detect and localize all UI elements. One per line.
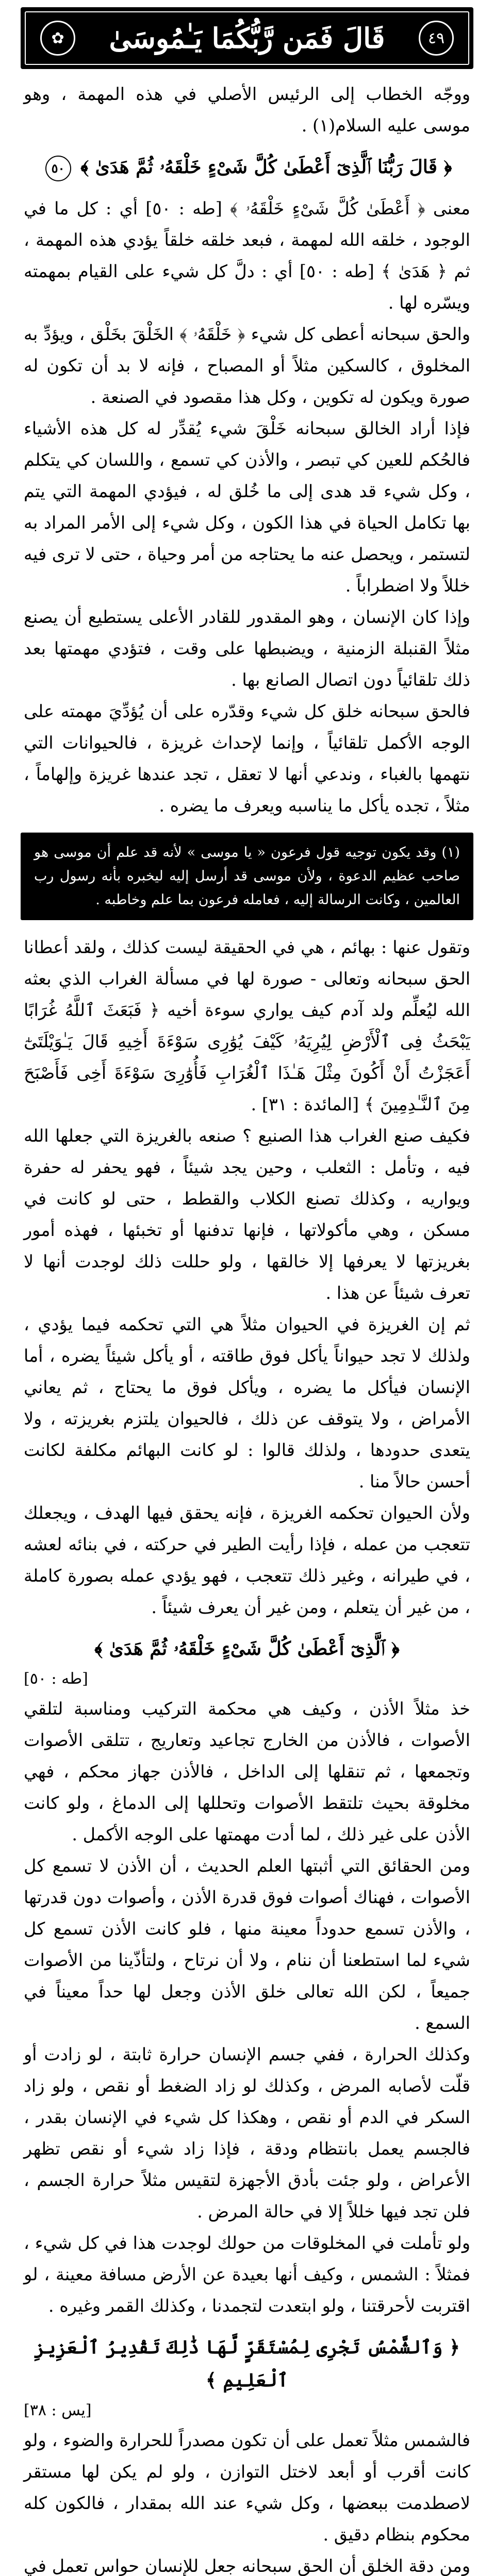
paragraph: معنى ﴿ أَعْطَىٰ كُلَّ شَىْءٍ خَلْقَهُۥ ﴾ [طه : ٥٠] أي : كل ما في الوجود ، خلقه الله لمهمة ، فبعد خلقه خلقاً يؤدي هذه المهمة ، ثم ﴿ هَدَىٰ ﴾ [طه : ٥٠] أي : دلَّ كل شيء على القيام بمهمته ويسّره لها .: [24, 198, 470, 313]
verse-reference: [طه : ٥٠]: [24, 1670, 88, 1688]
quran-verse: [21, 150, 473, 183]
paragraph: وإذا كان الإنسان ، وهو المقدور للقادر الأعلى يستطيع أن يصنع مثلاً القنبلة الزمنية ، ويضبطها على وقت ، فتؤدي مهمتها بعد ذلك تلقائياً دون اتصال الصانع بها .: [24, 607, 470, 690]
header-verse-title: قَالَ فَمَن رَّبُّكُمَا يَـٰمُوسَىٰ: [109, 22, 385, 55]
ayah-number: ٥٠: [45, 156, 71, 181]
ayah-number-ornament-right: ٤٩: [419, 21, 454, 56]
paragraph: والحق سبحانه أعطى كل شيء ﴿ خَلْقَهُۥ ﴾ الخَلْقَ بخَلْق ، ويؤدِّ به المخلوق ، كالسكين مثلاً أو المصباح ، فإنه لا بد أن تكون له صورة ويكون له تكوين ، وكل هذا مقصود في الصنعة .: [24, 324, 470, 407]
chapter-header-banner: [21, 7, 473, 69]
paragraph: وكذلك الحرارة ، ففي جسم الإنسان حرارة ثابتة ، لو زادت أو قلّت لأصابه المرض ، وكذلك لو زاد الضغط أو نقص ، ولو زاد السكر في الدم أو نقص ، وهكذا كل شيء في الإنسان بقدر ، فالجسم يعمل بانتظام ودقة ، فإذا زاد شيء أو نقص تظهر الأعراض ، ولو جئت بأدق الأجهزة لتقيس مثلاً حرارة الجسم ، فلن تجد فيها خللاً إلا في حالة المرض .: [24, 2044, 470, 2222]
paragraph: فإذا أراد الخالق سبحانه خَلْقَ شيء يُقدِّر له كل هذه الأشياء فالحُكم للعين كي تبصر ، والأذن كي تسمع ، واللسان كي يتكلم ، وكل شيء قد هدى إلى ما خُلق له ، فيؤدي المهمة التي يتم بها تكامل الحياة في هذا الكون ، وكل شيء إلى الأمر المراد به لتستمر ، ويحصل عنه ما يحتاجه من أمر وحياة ، حتى لا ترى فيه خللاً ولا اضطراباً .: [24, 418, 470, 596]
footnote-box: (١) وقد يكون توجيه قول فرعون « يا موسى » لأنه قد علم أن موسى هو صاحب عظيم الدعوة ، ولأن موسى قد أرسل إليه ليخبره بأنه رسول رب العالمين ، وكانت الرسالة إليه ، فعامله فرعون بما علم وخاطبه .: [21, 833, 473, 920]
quran-verse: ﴿ ٱلَّذِىٓ أَعْطَىٰ كُلَّ شَىْءٍ خَلْقَهُۥ ثُمَّ هَدَىٰ ﴾: [94, 1638, 400, 1659]
verse-text: ﴿ قَالَ رَبُّنَا ٱلَّذِىٓ أَعْطَىٰ كُلَّ شَىْءٍ خَلْقَهُۥ ثُمَّ هَدَىٰ ﴾: [80, 156, 452, 178]
paragraph: فالشمس مثلاً تعمل على أن تكون مصدراً للحرارة والضوء ، ولو كانت أقرب أو أبعد لاختل التوازن ، ولو لم يكن لها مستقر لاصطدمت ببعضها ، وكل شيء عند الله بمقدار ، فالكون كله محكوم بنظام دقيق .: [24, 2430, 470, 2545]
verse-reference: [يس : ٣٨]: [24, 2401, 92, 2419]
paragraph: فالحق سبحانه خلق كل شيء وقدّره على أن يُؤدِّيَ مهمته على الوجه الأكمل تلقائياً ، وإنما لإحداث غريزة ، فالحيوانات التي نتهمها بالغباء ، وندعي أنها لا تعقل ، تجد عندها غريزة وإلهاماً ، مثلاً ، تجده يأكل ما يناسبه ويعرف ما يضره .: [24, 701, 470, 816]
decorative-flower-icon: ✿: [40, 21, 75, 56]
quran-verse: ﴿ وَٱلشَّمْسُ تَجْرِى لِمُسْتَقَرٍّ لَّهَا ذَٰلِكَ تَقْدِيرُ ٱلْعَزِيزِ ٱلْعَلِيمِ ﴾: [34, 2336, 460, 2391]
paragraph: فكيف صنع الغراب هذا الصنيع ؟ صنعه بالغريزة التي جعلها الله فيه ، وتأمل : الثعلب ، وحين يجد شيئاً ، فهو يحفر له حفرة ويواريه ، وكذلك تصنع الكلاب والقطط ، حتى لو كانت في مسكن ، وهي مأكولاتها ، فإنها تدفنها أو تخبئها ، فهذه أمور بغريزتها لا يعرفها إلا خالقها ، ولو حللت ذلك لوجدت أنها لا تعرف شيئاً عن هذا .: [24, 1126, 470, 1303]
paragraph: ومن الحقائق التي أثبتها العلم الحديث ، أن الأذن لا تسمع كل الأصوات ، فهناك أصوات فوق قدرة الأذن ، وأصوات دون قدرتها ، والأذن تسمع حدوداً معينة منها ، فلو كانت الأذن تسمع كل شيء لما استطعنا أن ننام ، ولا أن نرتاح ، ولتأذّينا من الأصوات جميعاً ، لكن الله تعالى خلق الأذن وجعل لها حداً معيناً في السمع .: [24, 1856, 470, 2033]
paragraph: ومن دقة الخلق أن الحق سبحانه جعل للإنسان حواس تعمل في: [24, 2556, 470, 2576]
paragraph: خذ مثلاً الأذن ، وكيف هي محكمة التركيب ومناسبة لتلقي الأصوات ، فالأذن من الخارج تجاعيد وتعاريج ، تتلقى الأصوات وتجمعها ، ثم تنقلها إلى الداخل ، فالأذن جهاز محكم ، فهي مخلوقة بحيث تلتقط الأصوات وتحللها إلى الدماغ ، ولو كانت الأذن على غير ذلك ، لما أدت مهمتها على الوجه الأكمل .: [24, 1699, 470, 1844]
paragraph: ووجّه الخطاب إلى الرئيس الأصلي في هذه المهمة ، وهو موسى عليه السلام(١) .: [24, 84, 470, 135]
paragraph: وتقول عنها : بهائم ، هي في الحقيقة ليست كذلك ، ولقد أعطانا الحق سبحانه وتعالى - صورة لها في مسألة الغراب الذي بعثه الله ليُعلِّم ولد آدم كيف يواري سوءة أخيه ﴿ فَبَعَثَ ٱللَّهُ غُرَابًا يَبْحَثُ فِى ٱلْأَرْضِ لِيُرِيَهُۥ كَيْفَ يُوَٰرِى سَوْءَةَ أَخِيهِ قَالَ يَـٰوَيْلَتَىٰٓ أَعَجَزْتُ أَنْ أَكُونَ مِثْلَ هَـٰذَا ٱلْغُرَابِ فَأُوَٰرِىَ سَوْءَةَ أَخِى فَأَصْبَحَ مِنَ ٱلنَّـٰدِمِينَ ﴾ [المائدة : ٣١] .: [24, 937, 470, 1114]
paragraph: ولو تأملت في المخلوقات من حولك لوجدت هذا في كل شيء ، فمثلاً : الشمس ، وكيف أنها بعيدة عن الأرض مسافة معينة ، لو اقتربت لأحرقتنا ، ولو ابتعدت لتجمدنا ، وكذلك القمر وغيره .: [24, 2233, 470, 2316]
paragraph: ثم إن الغريزة في الحيوان مثلاً هي التي تحكمه فيما يؤدي ، ولذلك لا تجد حيواناً يأكل فوق طاقته ، أو يأكل شيئاً يضره ، أما الإنسان فيأكل ما يضره ، ويأكل فوق ما يحتاج ، ثم يعاني الأمراض ، ولا يتوقف عن ذلك ، فالحيوان يلتزم بغريزته ، ولا يتعدى حدودها ، ولذلك قالوا : لو كانت البهائم مكلفة لكانت أحسن حالاً منا .: [24, 1314, 470, 1492]
paragraph: ولأن الحيوان تحكمه الغريزة ، فإنه يحقق فيها الهدف ، ويجعلك تتعجب من عمله ، فإذا رأيت الطير في حركته ، في بنائه لعشه ، في طيرانه ، وغير ذلك تتعجب ، فهو يؤدي عمله بصورة كاملة ، من غير أن يتعلم ، ومن غير أن يعرف شيئاً .: [24, 1503, 470, 1617]
